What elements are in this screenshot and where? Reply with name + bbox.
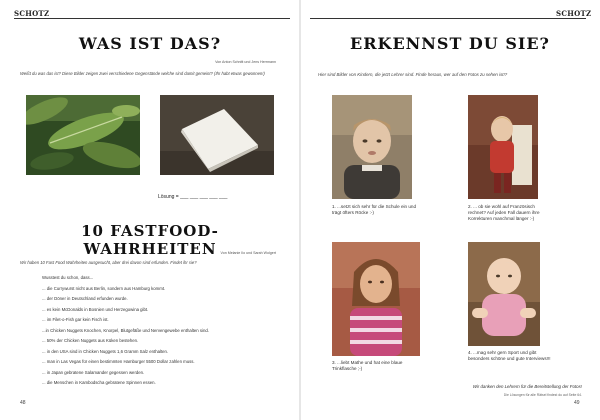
header-rule	[310, 18, 586, 19]
list-item: ... die Menschen in Kambodscha gebratene Spinnen essen.	[42, 380, 156, 385]
child-photo-3	[332, 242, 420, 356]
list-item: ... man in Las Vegas für einen bestimmten Hamburger 5500 Dollar zahlen muss.	[42, 359, 195, 364]
list-item: ...in Chicken Nuggets Knochen, Knorpel, Blutgefäße und Nervengewebe enthalten sind.	[42, 327, 209, 333]
facts-intro: Wir haben 10 Fast Food Wahrheiten ausgesucht, aber drei davon sind erfunden. Findet ihr sie?	[20, 260, 197, 265]
list-item: ... 50% der Chicken Nuggets aus Küken bestehen.	[42, 338, 139, 343]
facts-byline: Von Melanie Ilo und Sarah Wolgert	[220, 251, 276, 255]
solution-blanks: ___ ___ ___ ___ ___	[180, 194, 228, 200]
facts-list	[42, 273, 282, 389]
section-tag: SCHOTZ	[14, 9, 50, 18]
facts-lead: Wusstest du schon, dass...	[42, 275, 94, 280]
page-number: 49	[574, 400, 580, 406]
list-item: ... die Currywurst nicht aus Berlin, sondern aus Hamburg kommt.	[42, 285, 166, 291]
page-number: 48	[20, 400, 26, 406]
right-page	[300, 0, 600, 420]
thanks-note: Wir danken den Lehrern für die Bereitstellung der Fotos!	[472, 384, 582, 389]
list-item: ... in den USA sind in Chicken Nuggets 1,6 Gramm Salz enthalten.	[42, 348, 169, 354]
solution-label: Lösung =	[158, 194, 179, 200]
list-item: ... es kein McDonalds in Bosnien und Herzegowina gibt.	[42, 306, 149, 312]
child-photo-2	[468, 95, 538, 199]
photo-caption-2: 2. ... ob sie wohl auf Französisch rechnet? Auf jeden Fall dauern ihre Korrekturen manchmal länger :-)	[468, 204, 540, 221]
child-photo-4	[468, 242, 540, 346]
header-rule	[14, 18, 290, 19]
list-item: ... im Filet-o-Fish gar kein Fisch ist.	[42, 317, 109, 322]
child-photo-1	[332, 95, 412, 199]
solution-line	[158, 194, 227, 200]
list-item: ... in Japan gebratene Salamander gegessen werden.	[42, 369, 145, 375]
page-title: ERKENNST DU SIE?	[350, 34, 550, 53]
photo-caption-4: 4. ...mag sehr gern Sport und gibt besonders schöne und gute Interviews!!!	[468, 350, 551, 361]
quiz-intro: Weißt du was das ist? Diese Bilder zeigen zwei verschiedene Gegenstände welche sind damit gemeint? (Ihr habt etwas gewonnen!)	[20, 71, 265, 76]
photo-caption-3: 3. ...liebt Mathe und hat eine blaue Trinkflasche ;-)	[332, 360, 403, 371]
photo-caption-1: 1. ...setzt sich sehr für die Schule ein und trägt öfters Röcke :-)	[332, 204, 417, 215]
list-item: ... der Döner in Deutschland erfunden wurde.	[42, 296, 128, 301]
section-tag: SCHOTZ	[556, 9, 592, 18]
leaf-photo	[26, 95, 140, 175]
solutions-note: Die Lösungen für alle Rätsel findest du auf Seite 64.	[503, 393, 582, 397]
page-intro: Hier sind Bilder von Kindern, die jetzt Lehrer sind. Finde heraus, wer auf den Fotos zu sehen ist!?	[318, 72, 508, 77]
facts-title: 10 FASTFOOD-WAHRHEITEN	[81, 222, 219, 258]
quiz-byline: Von Anton Schnitt und Jens Herrmann	[215, 60, 276, 64]
quiz-title: WAS IST DAS?	[78, 34, 222, 53]
paper-photo	[160, 95, 274, 175]
